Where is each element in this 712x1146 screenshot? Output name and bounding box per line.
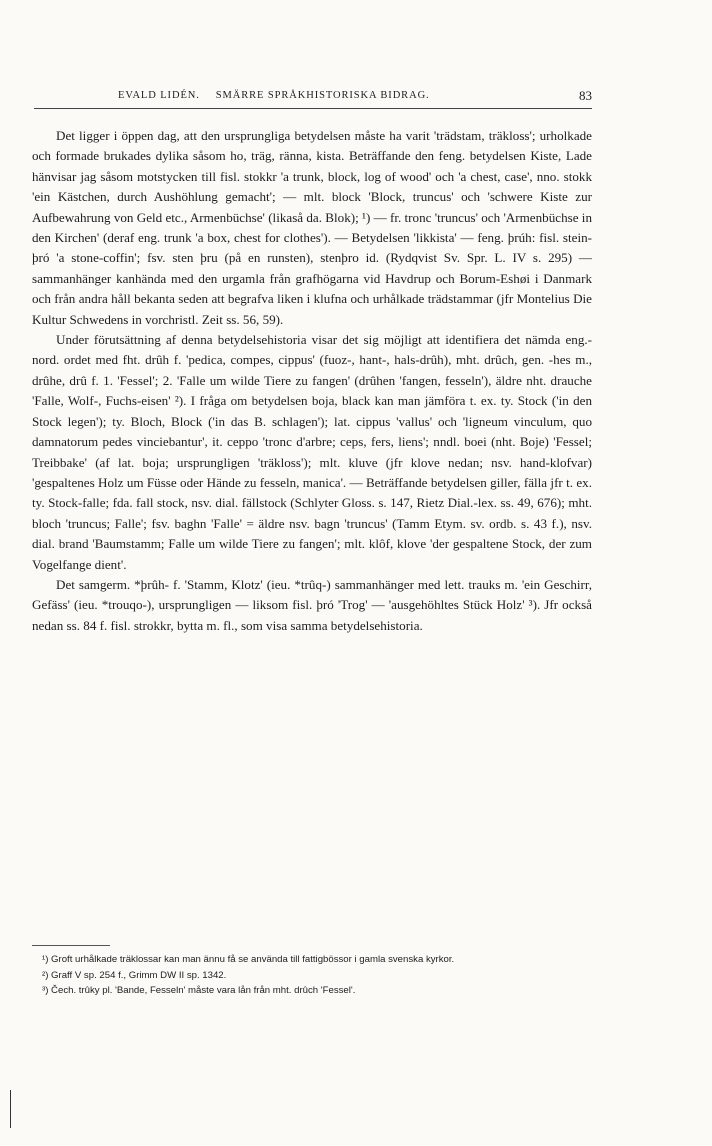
paragraph-3: Det samgerm. *þrûh- f. 'Stamm, Klotz' (ieu. *trûq-) sammanhänger med lett. trauks m. 'ein Geschirr, Gefäss' (ieu. *trouqo-), ursprungligen — liksom fisl. þró 'Trog' — 'ausgehöhltes Stück Holz' ³). Jfr också nedan ss. 84 f. fisl. strokkr, bytta m. fl., som visa samma betydelsehistoria. bbox=[32, 576, 592, 633]
header-rule bbox=[34, 108, 592, 109]
footnote-rule bbox=[32, 945, 110, 946]
footnote-2: ²) Graff V sp. 254 f., Grimm DW II sp. 1342. bbox=[42, 969, 227, 981]
running-head-title bbox=[118, 90, 430, 101]
running-head bbox=[32, 88, 592, 108]
paragraph-2: Under förutsättning af denna betydelsehistoria visar det sig möjligt att identifiera det nämda eng.-nord. ordet med fht. drûh f. 'pedica, compes, cippus' (fuoz-, hant-, hals-drûh), mht. drûch, gen. -hes m., drûhe, drû f. 1. 'Fessel'; 2. 'Falle um wilde Tiere zu fangen' (drûhen 'fangen, fesseln'), äldre nht. drauche 'Falle, Wolf-, Fuchs-eisen' ²). I fråga om betydelsen boja, black kan man jämföra t. ex. ty. Stock ('in den Stock legen'); ty. Bloch, Block ('in das B. schlagen'); lat. cippus 'vallus' och 'ligneum vinculum, quo damnatorum pedes vinciebantur', it. ceppo 'tronc d'arbre; ceps, fers, liens'; nndl. boei (nht. Boje) 'Fessel; Treibbake' (af lat. boja; ursprungligen 'träkloss'); mlt. kluve (jfr klove nedan; nsv. hand-klofvar) 'gespaltenes Holz um Füsse oder Hände zu fesseln, manica'. — Beträffande betydelsen giller, fälla jfr t. ex. ty. Stock-falle; fda. fall stock, nsv. dial. fällstock (Schlyter Gloss. s. 147, Rietz Dial.-lex. ss. 49, 676); mht. bloch 'truncus; Falle'; fsv. baghn 'Falle' = äldre nsv. bagn 'truncus' (Tamm Etym. sv. ordb. s. 43 f.), nsv. dial. brand 'Baumstamm; Falle um wilde Tiere zu fangen'; mlt. klôf, klove 'der gespaltene Stock, der zum Vogelfange dient'. bbox=[32, 332, 592, 572]
margin-mark bbox=[10, 1090, 11, 1128]
body-text bbox=[32, 126, 592, 636]
footnotes bbox=[32, 952, 592, 999]
paragraph-1: Det ligger i öppen dag, att den ursprungliga betydelsen måste ha varit 'trädstam, träkloss'; urholkade och formade brukades dylika såsom ho, träg, ränna, kista. Beträffande den feng. betydelsen Kiste, Lade hänvisar jag såsom motstycken till fisl. stokkr 'a trunk, block, log of wood' och 'a chest, case', nno. stokk 'ein Kästchen, durch Aushöhlung gemacht'; — mlt. block 'Block, truncus' och 'schwere Kiste zur Aufbewahrung von Geld etc., Armenbüchse' (likaså da. Blok); ¹) — fr. tronc 'truncus' och 'Armenbüchse in den Kirchen' (deraf eng. trunk 'a box, chest for clothes'). — Betydelsen 'likkista' — feng. þrúh: fisl. stein-þró 'a stone-coffin'; fsv. sten þru (på en runsten), stenþro id. (Rydqvist Sv. Spr. L. IV s. 295) — sammanhänger kanhända med den urgamla från grafhögarna vid Havdrup och Borum-Eshøi i Danmark och från andra håll bekanta seden att begrafva liken i klufna och urhålkade trädstammar (jfr Montelius Die Kultur Schwedens in vorchristl. Zeit ss. 56, 59). bbox=[32, 128, 592, 327]
author-name: EVALD LIDÉN. bbox=[118, 90, 200, 101]
page-number: 83 bbox=[579, 88, 592, 103]
footnote-1: ¹) Groft urhålkade träklossar kan man ännu få se använda till fattigbössor i gamla svenska kyrkor. bbox=[42, 954, 455, 965]
article-title: SMÄRRE SPRÅKHISTORISKA BIDRAG. bbox=[215, 90, 430, 101]
footnote-3: ³) Čech. trûky pl. 'Bande, Fesseln' måste vara lån från mht. drûch 'Fessel'. bbox=[42, 985, 356, 997]
